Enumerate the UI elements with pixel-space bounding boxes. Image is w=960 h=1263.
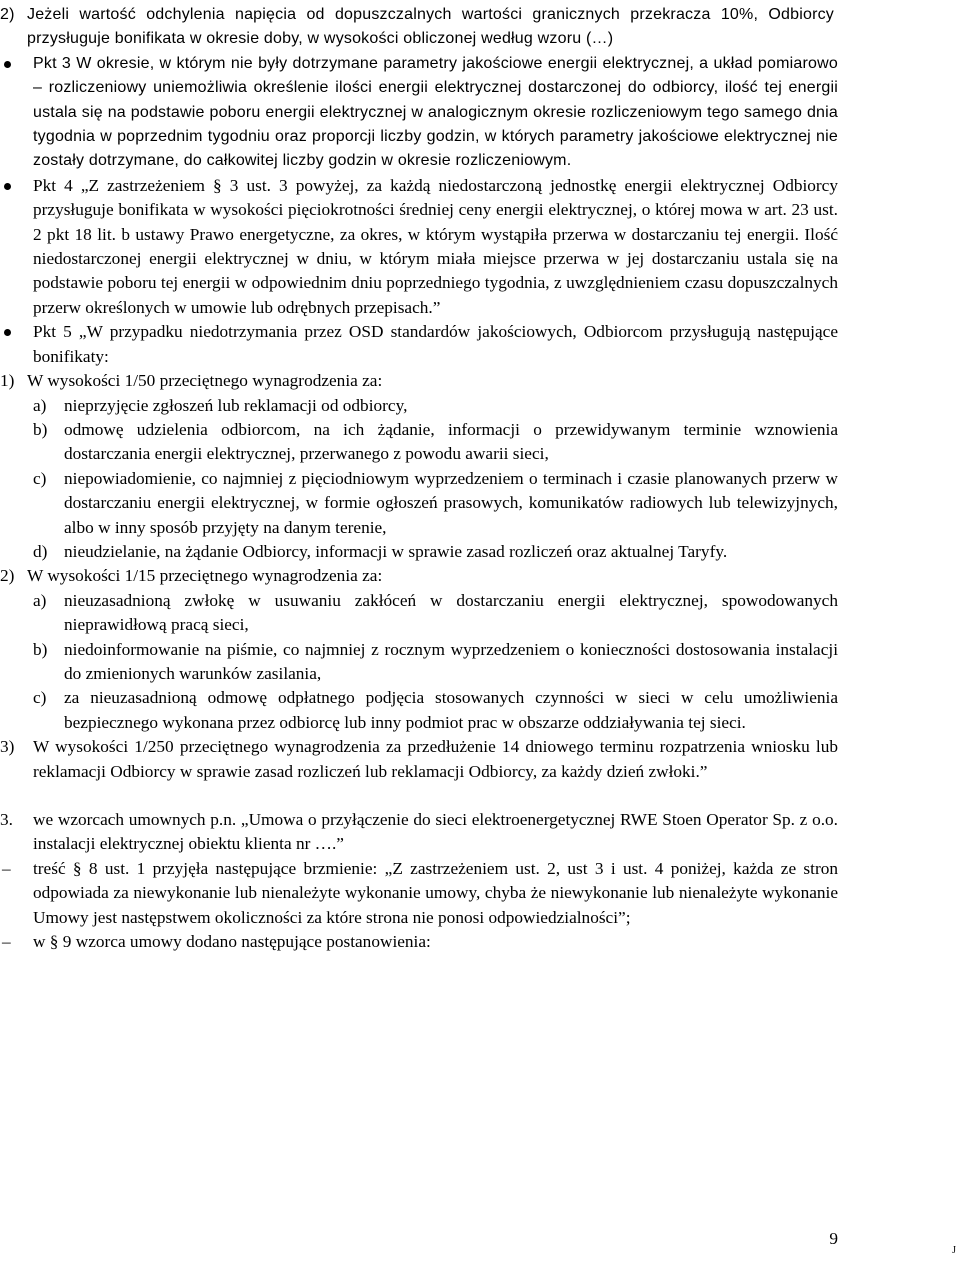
bullet-dot xyxy=(4,183,11,190)
bullet-dot xyxy=(4,329,11,336)
group-2-item-a xyxy=(0,589,960,638)
group-1-item-c xyxy=(0,467,960,540)
dash-item-text: w § 9 wzorca umowy dodano następujące postanowienia: xyxy=(33,932,431,952)
group-1-item-a xyxy=(0,394,960,418)
sub-item-text: za nieuzasadnioną odmowę odpłatnego podjęcia stosowanych czynności w sieci w celu umożliwienia bezpiecznego wykonana przez odbiorcę lub inny podmiot prac w obszarze oddziaływania tej sieci. xyxy=(64,688,838,732)
sub-item-text: nieuzasadnioną zwłokę w usuwaniu zakłóceń w dostarczaniu energii elektrycznej, spowodowanych nieprawidłową pracą sieci, xyxy=(64,590,838,635)
bullet-pkt3-text: Pkt 3 W okresie, w którym nie były dotrzymane parametry jakościowe energii elektrycznej, a układ pomiarowo – rozliczeniowy uniemożliwia określenie ilości energii elektrycznej dostarczonej do odbiorcy, ilość tej energii ustala się na podstawie poboru energii elektrycznej w analogicznym okresie rozliczeniowym tego samego dnia tygodnia w poprzednim tygodniu oraz proporcji liczby godzin, w których parametry jakościowe elektrycznej nie zostały dotrzymane, do całkowitej liczby godzin w okresie rozliczeniowym. xyxy=(33,54,838,170)
sub-item-label: c) xyxy=(33,468,47,488)
group-2-item-c xyxy=(0,686,960,735)
group-3-label: 3) xyxy=(0,737,15,757)
item-3-label: 3. xyxy=(0,810,13,829)
sub-item-text: odmowę udzielenia odbiorcom, na ich żądanie, informacji o przewidywanym terminie wznowienia dostarczania energii elektrycznej, przerwanego z powodu awarii sieci, xyxy=(64,419,838,464)
group-1-item-b xyxy=(0,418,960,467)
group-2-heading-text: W wysokości 1/15 przeciętnego wynagrodzenia za: xyxy=(27,566,383,586)
paragraph-item-2 xyxy=(0,3,960,52)
dash-mark: – xyxy=(2,858,11,878)
sub-item-label: d) xyxy=(33,541,48,561)
bullet-pkt4 xyxy=(0,174,960,320)
group-3 xyxy=(0,735,960,784)
dash-item xyxy=(0,857,960,930)
item-2-label: 2) xyxy=(0,6,15,23)
sub-item-text: nieprzyjęcie zgłoszeń lub reklamacji od odbiorcy, xyxy=(64,395,408,415)
group-1-item-d xyxy=(0,540,960,564)
bullet-pkt3 xyxy=(0,52,960,174)
sub-item-label: a) xyxy=(33,590,47,610)
corner-mark: J xyxy=(952,1245,956,1256)
sub-item-text: nieudzielanie, na żądanie Odbiorcy, informacji w sprawie zasad rozliczeń oraz aktualnej Taryfy. xyxy=(64,541,728,561)
item-2-text: Jeżeli wartość odchylenia napięcia od dopuszczalnych wartości granicznych przekracza 10%, Odbiorcy przysługuje bonifikata w okresie doby, w wysokości obliczonej według wzoru (…) xyxy=(27,6,834,48)
sub-item-label: b) xyxy=(33,419,48,439)
bullet-dot xyxy=(4,61,11,68)
bullet-pkt4-text: Pkt 4 „Z zastrzeżeniem § 3 ust. 3 powyżej, za każdą niedostarczoną jednostkę energii elektrycznej Odbiorcy przysługuje bonifikata w wysokości pięciokrotności średniej ceny energii elektrycznej, o której mowa w art. 23 ust. 2 pkt 18 lit. b ustawy Prawo energetyczne, za okres, w którym wystąpiła przerwa w dostarczaniu tej energii. Ilość niedostarczonej energii elektrycznej w dniu, w którym miała miejsce przerwa w jej dostarczaniu ustala się na podstawie poboru tej energii w odpowiednim dniu poprzedniego tygodnia, z uwzględnieniem czasu dopuszczalnych przerw określonych w umowie lub odrębnych przepisach.” xyxy=(33,175,838,317)
dash-item xyxy=(0,930,960,954)
group-1-heading xyxy=(0,369,960,393)
page-number: 9 xyxy=(829,1229,838,1248)
dash-item-text: treść § 8 ust. 1 przyjęła następujące brzmienie: „Z zastrzeżeniem ust. 2, ust 3 i ust. 4 poniżej, każda ze stron odpowiada za niewykonanie lub nienależyte wykonanie umowy, chyba że niewykonanie lub nienależyte wykonanie Umowy jest następstwem okoliczności za które strona nie ponosi odpowiedzialności”; xyxy=(33,858,838,927)
item-3-text: we wzorcach umownych p.n. „Umowa o przyłączenie do sieci elektroenergetycznej RWE Stoen Operator Sp. z o.o. instalacji elektrycznej obiektu klienta nr ….” xyxy=(33,810,838,854)
sub-item-text: niepowiadomienie, co najmniej z pięciodniowym wyprzedzeniem o terminach i czasie planowanych przerw w dostarczaniu energii elektrycznej, w formie ogłoszeń prasowych, komunikatów radiowych lub telewizyjnych, albo w inny sposób przyjęty na danym terenie, xyxy=(64,468,838,537)
spacer xyxy=(0,784,960,808)
dash-mark: – xyxy=(2,932,11,952)
group-2-label: 2) xyxy=(0,566,15,586)
sub-item-label: b) xyxy=(33,639,48,659)
group-1-heading-text: W wysokości 1/50 przeciętnego wynagrodzenia za: xyxy=(27,371,383,391)
bullet-pkt5 xyxy=(0,320,960,369)
group-2-heading xyxy=(0,564,960,588)
group-1-label: 1) xyxy=(0,371,15,391)
sub-item-label: c) xyxy=(33,688,47,708)
sub-item-text: niedoinformowanie na piśmie, co najmniej z rocznym wyprzedzeniem o konieczności dostosowania instalacji do zmienionych warunków zasilania, xyxy=(64,639,838,683)
sub-item-label: a) xyxy=(33,395,47,415)
group-2-item-b xyxy=(0,638,960,687)
group-3-text: W wysokości 1/250 przeciętnego wynagrodzenia za przedłużenie 14 dniowego terminu rozpatrzenia wniosku lub reklamacji Odbiorcy w sprawie zasad rozliczeń lub reklamacji Odbiorcy, za każdy dzień zwłoki.” xyxy=(33,737,838,781)
bullet-pkt5-text: Pkt 5 „W przypadku niedotrzymania przez OSD standardów jakościowych, Odbiorcom przysługują następujące bonifikaty: xyxy=(33,322,838,366)
item-3 xyxy=(0,808,960,857)
